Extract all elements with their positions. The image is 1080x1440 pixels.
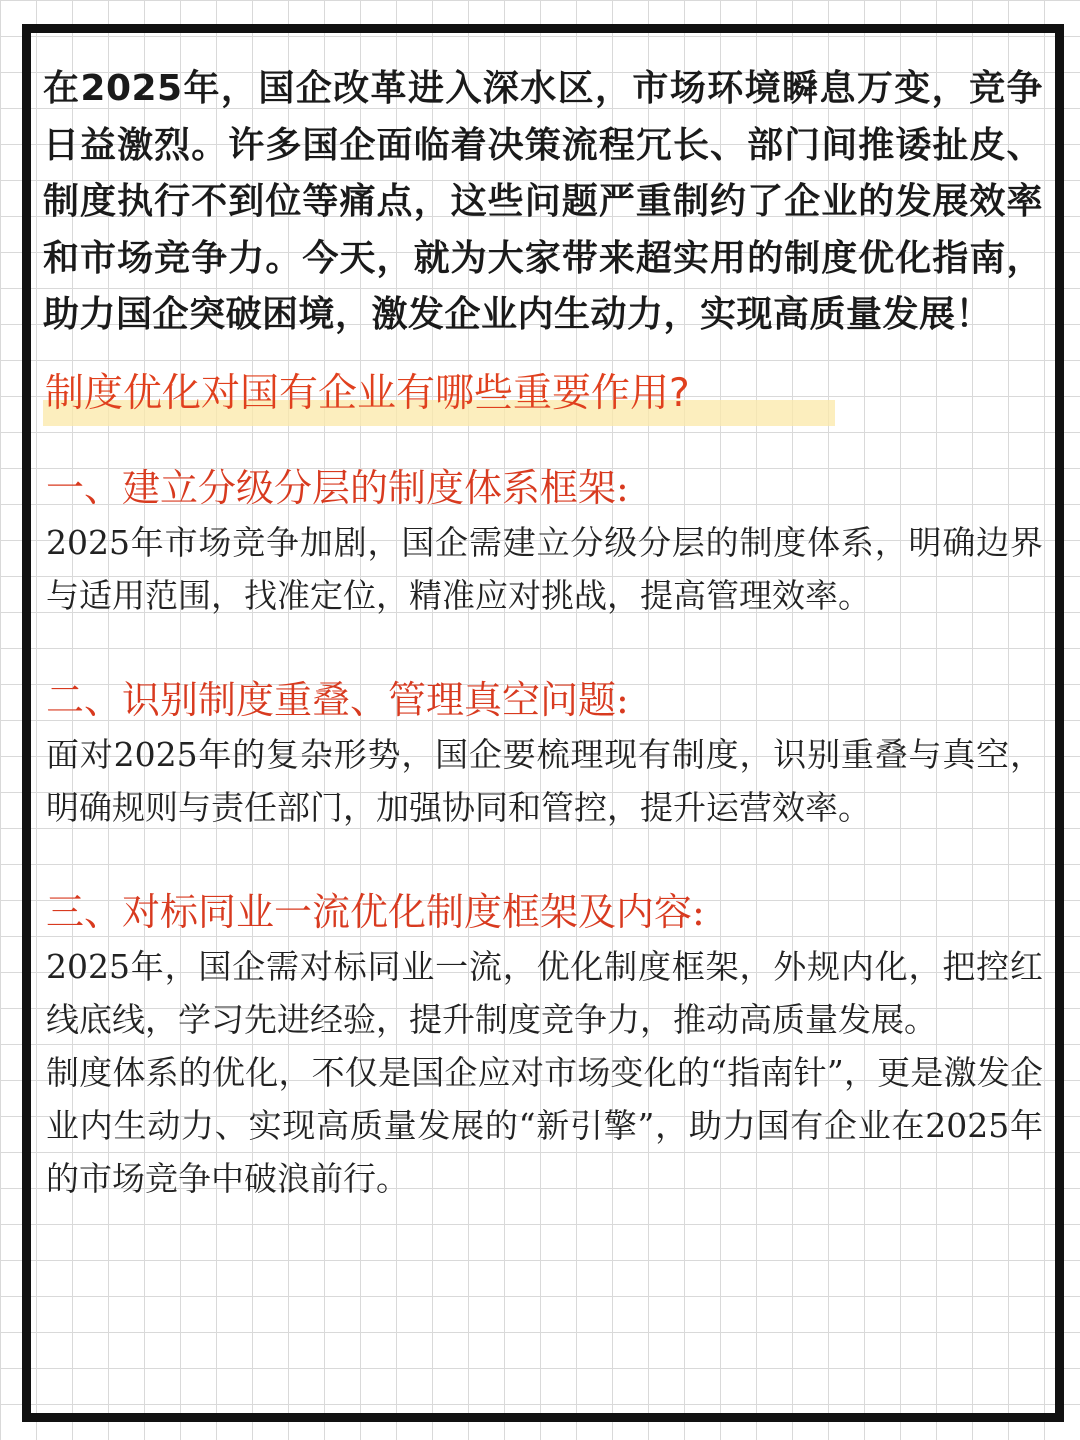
section-3 xyxy=(43,884,1043,1205)
section-2 xyxy=(43,672,1043,834)
section-body: 2025年市场竞争加剧，国企需建立分级分层的制度体系，明确边界与适用范围，找准定位，精准应对挑战，提高管理效率。 xyxy=(46,522,1043,615)
section-body: 面对2025年的复杂形势，国企要梳理现有制度，识别重叠与真空，明确规则与责任部门，加强协同和管控，提升运营效率。 xyxy=(46,734,1043,827)
section-1 xyxy=(43,460,1043,622)
question-heading: 制度优化对国有企业有哪些重要作用? xyxy=(45,370,690,416)
section-heading: 二、识别制度重叠、管理真空问题: xyxy=(46,677,629,722)
section-heading: 一、建立分级分层的制度体系框架: xyxy=(46,465,629,510)
question-block xyxy=(43,364,1043,434)
content-area xyxy=(31,33,1055,1413)
section-heading: 三、对标同业一流优化制度框架及内容: xyxy=(46,889,705,934)
closing-paragraph: 制度体系的优化，不仅是国企应对市场变化的“指南针”，更是激发企业内生动力、实现高质量发展的“新引擎”，助力国有企业在2025年的市场竞争中破浪前行。 xyxy=(46,1052,1043,1198)
section-body: 2025年，国企需对标同业一流，优化制度框架，外规内化，把控红线底线，学习先进经验，提升制度竞争力，推动高质量发展。 xyxy=(46,946,1043,1039)
intro-paragraph: 在2025年，国企改革进入深水区，市场环境瞬息万变，竞争日益激烈。许多国企面临着决策流程冗长、部门间推诿扯皮、制度执行不到位等痛点，这些问题严重制约了企业的发展效率和市场竞争力。今天，就为大家带来超实用的制度优化指南，助力国企突破困境，激发企业内生动力，实现高质量发展！ xyxy=(43,68,1043,335)
content-frame xyxy=(22,24,1064,1422)
